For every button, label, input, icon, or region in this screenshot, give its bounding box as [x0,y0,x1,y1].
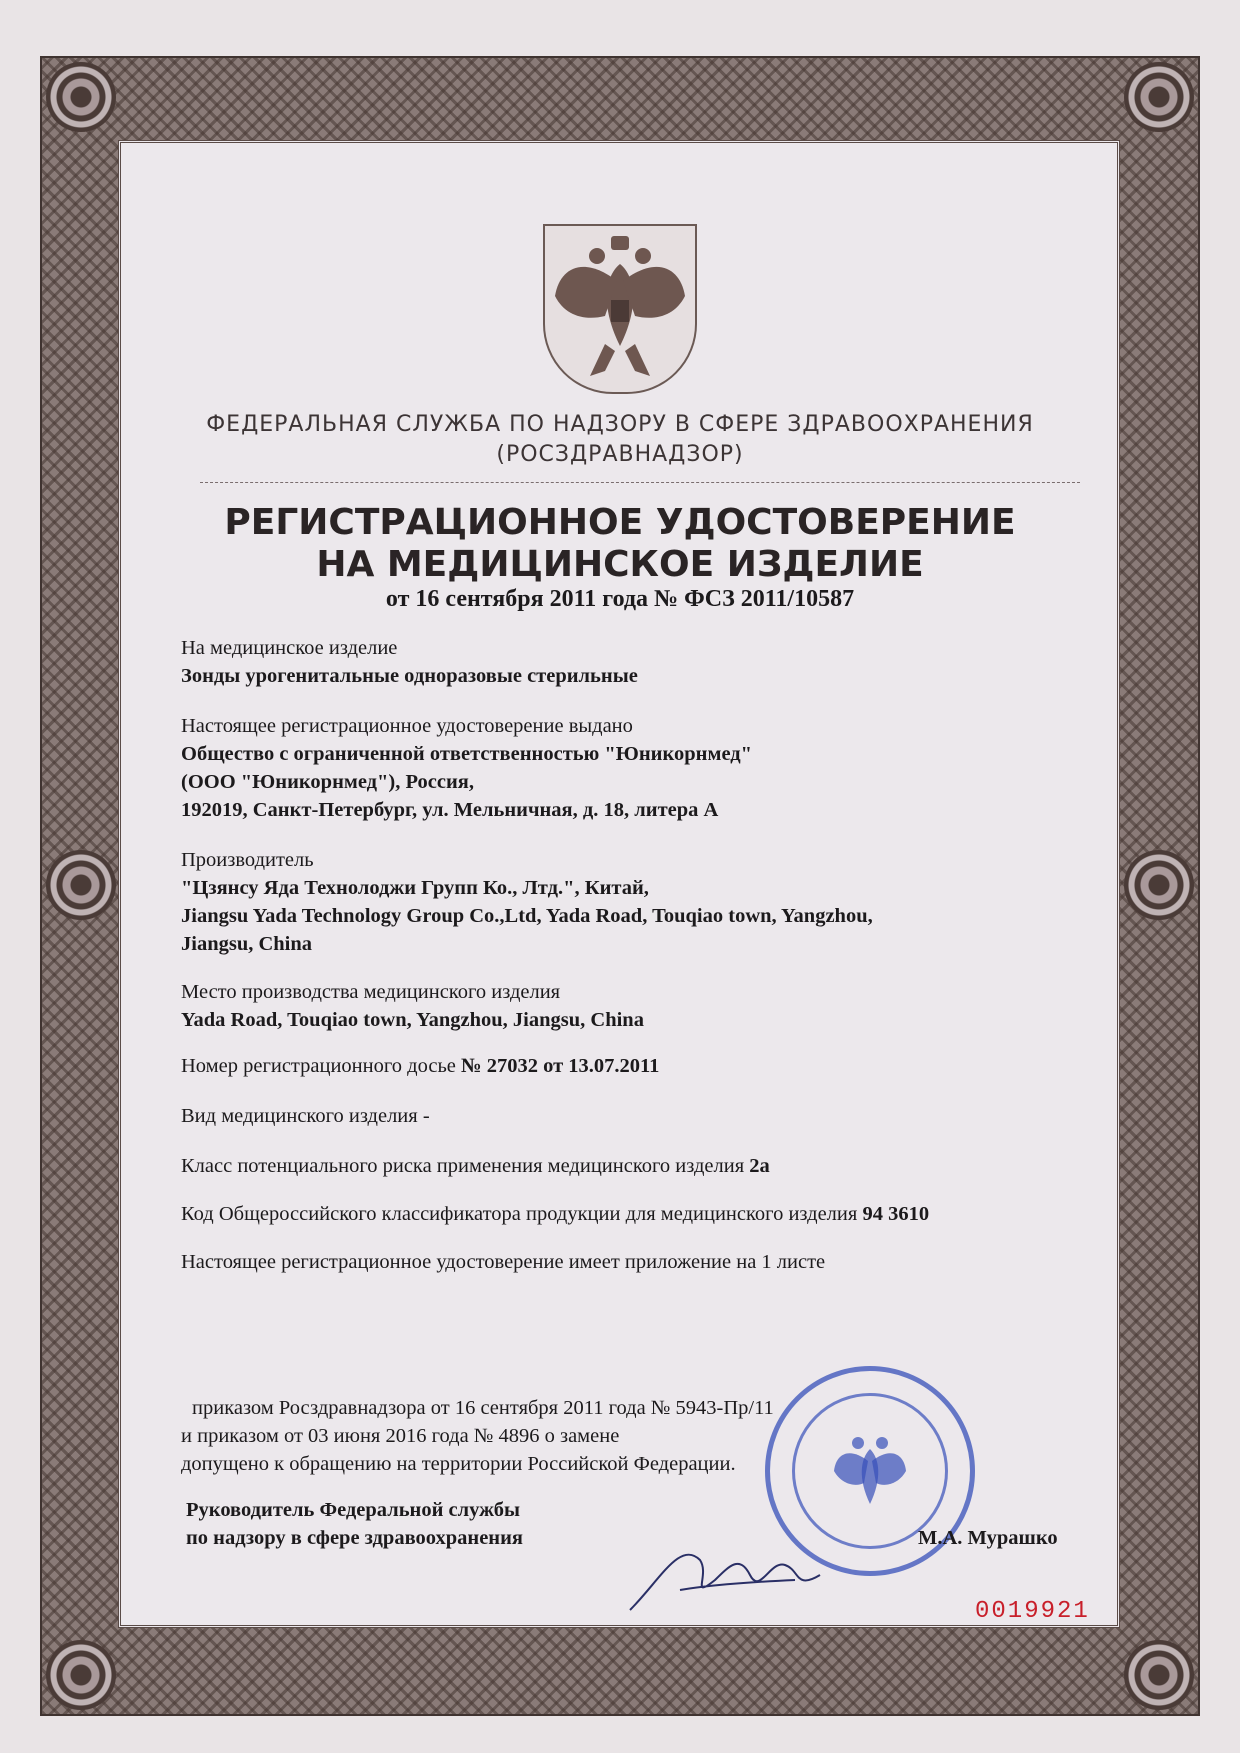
dossier-value: № 27032 от 13.07.2011 [461,1055,660,1077]
device-value: Зонды урогенитальные одноразовые стерильные [181,665,638,687]
signatory-title-line: по надзору в сфере здравоохранения [186,1527,524,1549]
manufacturer-section [181,846,873,958]
okp-code-value: 94 3610 [862,1203,930,1225]
divider [200,482,1080,483]
signatory-title-line: Руководитель Федеральной службы [186,1499,520,1521]
order-line: допущено к обращению на территории Российской Федерации. [181,1453,736,1475]
production-site-label: Место производства медицинского изделия [181,981,561,1003]
production-site-section [181,978,644,1034]
manufacturer-line: "Цзянсу Яда Технолоджи Групп Ко., Лтд.", Китай, [181,877,649,899]
orders-section [181,1394,774,1478]
issued-to-line: (ООО "Юникорнмед"), Россия, [181,771,474,793]
okp-code-label: Код Общероссийского классификатора продукции для медицинского изделия [181,1203,858,1225]
device-type-line: Вид медицинского изделия - [181,1105,430,1127]
issued-to-label: Настоящее регистрационное удостоверение выдано [181,715,633,737]
dossier-label: Номер регистрационного досье [181,1055,456,1077]
okp-code-line [181,1200,929,1228]
serial-number: 0019921 [975,1598,1090,1625]
appendix-line: Настоящее регистрационное удостоверение имеет приложение на 1 листе [181,1251,826,1273]
document-title-2: НА МЕДИЦИНСКОЕ ИЗДЕЛИЕ [316,544,924,585]
manufacturer-line: Jiangsu, China [181,933,313,955]
agency-name: ФЕДЕРАЛЬНАЯ СЛУЖБА ПО НАДЗОРУ В СФЕРЕ ЗДРАВООХРАНЕНИЯ [206,412,1034,437]
manufacturer-line: Jiangsu Yada Technology Group Co.,Ltd, Yada Road, Touqiao town, Yangzhou, [181,905,873,927]
double-headed-eagle-icon [545,226,695,392]
emblem-shield [543,224,697,394]
issued-to-line: 192019, Санкт-Петербург, ул. Мельничная, д. 18, литера А [181,799,719,821]
risk-class-line [181,1152,770,1180]
issued-to-line: Общество с ограниченной ответственностью "Юникорнмед" [181,743,753,765]
agency-abbr: (РОСЗДРАВНАДЗОР) [496,442,744,467]
risk-class-value: 2а [749,1155,770,1177]
issued-to-section [181,712,752,824]
signatory-title [186,1496,523,1552]
dossier-line [181,1052,659,1080]
production-site-value: Yada Road, Touqiao town, Yangzhou, Jiangsu, China [181,1009,644,1031]
document-date-number: от 16 сентября 2011 года № ФСЗ 2011/10587 [385,586,855,612]
document-title: РЕГИСТРАЦИОННОЕ УДОСТОВЕРЕНИЕ [224,502,1016,543]
risk-class-label: Класс потенциального риска применения медицинского изделия [181,1155,745,1177]
device-label: На медицинское изделие [181,637,398,659]
order-line: и приказом от 03 июня 2016 года № 4896 о замене [181,1425,620,1447]
order-line: приказом Росздравнадзора от 16 сентября 2011 года № 5943-Пр/11 [192,1397,774,1419]
device-section [181,634,638,690]
manufacturer-label: Производитель [181,849,314,871]
signatory-name: М.А. Мурашко [918,1527,1058,1549]
